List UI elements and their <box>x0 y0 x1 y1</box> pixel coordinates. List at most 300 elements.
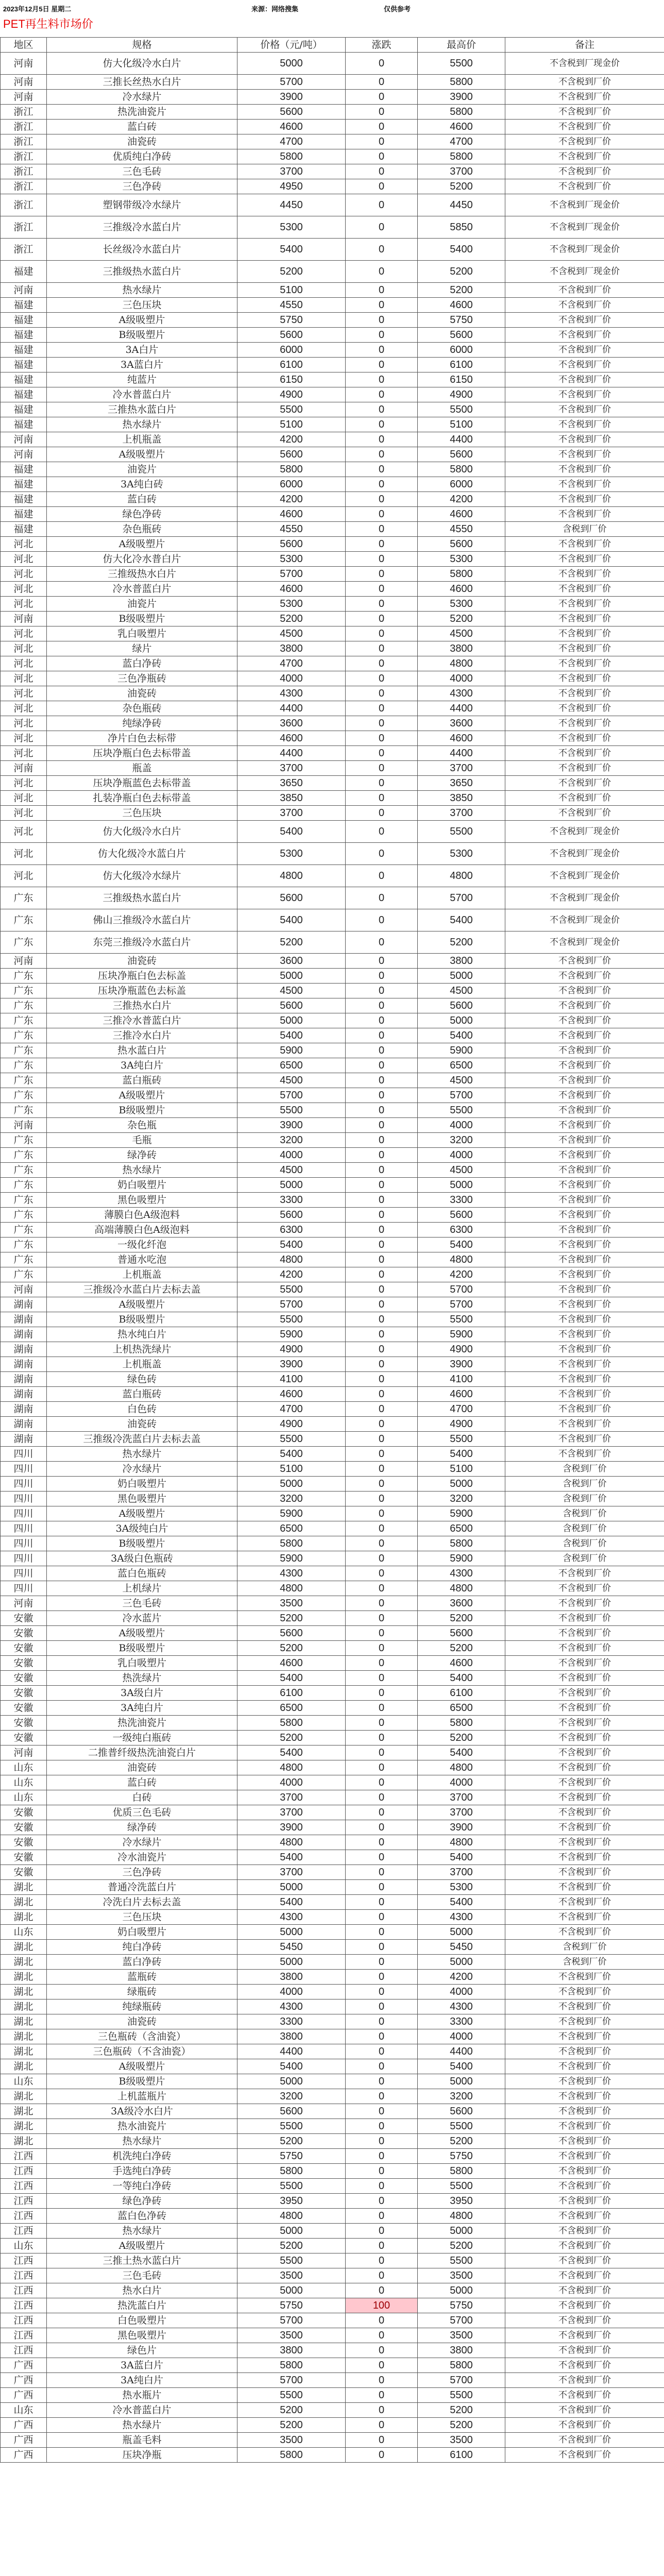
price-cell: 5600 <box>237 328 346 343</box>
table-row <box>1 1820 664 1835</box>
max-price-cell: 4800 <box>418 656 505 671</box>
region-cell: 浙江 <box>1 216 47 239</box>
max-price-cell: 4900 <box>418 387 505 402</box>
max-price-cell: 5800 <box>418 2164 505 2179</box>
max-price-cell: 4400 <box>418 432 505 447</box>
change-cell: 0 <box>346 1536 418 1551</box>
region-cell: 安徽 <box>1 1850 47 1865</box>
region-cell: 安徽 <box>1 1641 47 1656</box>
price-cell: 4950 <box>237 179 346 194</box>
price-cell: 5200 <box>237 2134 346 2149</box>
spec-cell: 蓝瓶砖 <box>47 1970 237 1985</box>
region-cell: 福建 <box>1 328 47 343</box>
change-cell: 0 <box>346 1760 418 1775</box>
note-cell: 不含税到厂价 <box>505 1402 664 1417</box>
region-cell: 广东 <box>1 1223 47 1238</box>
table-row <box>1 984 664 998</box>
note-cell: 不含税到厂价 <box>505 1282 664 1297</box>
region-cell: 河南 <box>1 954 47 969</box>
price-cell: 4000 <box>237 1775 346 1790</box>
note-cell: 不含税到厂价 <box>505 1566 664 1581</box>
price-cell: 4300 <box>237 1566 346 1581</box>
region-cell: 安徽 <box>1 1701 47 1716</box>
table-row <box>1 462 664 477</box>
max-price-cell: 5600 <box>418 1208 505 1223</box>
spec-cell: 热洗油瓷片 <box>47 105 237 120</box>
max-price-cell: 5300 <box>418 1880 505 1895</box>
max-price-cell: 3300 <box>418 1193 505 1208</box>
note-cell: 不含税到厂价 <box>505 1716 664 1731</box>
spec-cell: 3A纯白砖 <box>47 477 237 492</box>
note-cell: 不含税到厂价 <box>505 372 664 387</box>
spec-cell: 热水白片 <box>47 2283 237 2298</box>
price-cell: 5500 <box>237 2119 346 2134</box>
price-cell: 3500 <box>237 1596 346 1611</box>
max-price-cell: 4700 <box>418 1402 505 1417</box>
price-cell: 5500 <box>237 2388 346 2403</box>
price-cell: 5400 <box>237 1238 346 1252</box>
note-cell: 不含税到厂价 <box>505 1178 664 1193</box>
region-cell: 广西 <box>1 2388 47 2403</box>
note-cell: 不含税到厂价 <box>505 2358 664 2373</box>
max-price-cell: 5200 <box>418 1731 505 1745</box>
price-cell: 5800 <box>237 2164 346 2179</box>
table-row <box>1 1671 664 1686</box>
max-price-cell: 5800 <box>418 149 505 164</box>
max-price-cell: 5200 <box>418 2403 505 2418</box>
change-cell: 0 <box>346 2179 418 2194</box>
max-price-cell: 5000 <box>418 1178 505 1193</box>
spec-cell: 上机热洗绿片 <box>47 1342 237 1357</box>
change-cell: 0 <box>346 2224 418 2239</box>
spec-cell: 仿大化级冷水白片 <box>47 53 237 75</box>
spec-cell: 三色毛砖 <box>47 1596 237 1611</box>
table-row <box>1 1028 664 1043</box>
change-cell: 0 <box>346 1073 418 1088</box>
price-cell: 5400 <box>237 909 346 931</box>
note-cell: 不含税到厂价 <box>505 567 664 582</box>
price-cell: 4600 <box>237 1387 346 1402</box>
table-row <box>1 1611 664 1626</box>
region-cell: 河南 <box>1 90 47 105</box>
note-cell: 不含税到厂价 <box>505 1058 664 1073</box>
spec-cell: 三推土热水蓝白片 <box>47 2253 237 2268</box>
table-row <box>1 2179 664 2194</box>
note-cell: 不含税到厂价 <box>505 2224 664 2239</box>
change-cell: 0 <box>346 931 418 954</box>
change-cell: 0 <box>346 2149 418 2164</box>
region-cell: 福建 <box>1 313 47 328</box>
price-cell: 5000 <box>237 53 346 75</box>
table-row <box>1 1417 664 1432</box>
table-row <box>1 1506 664 1521</box>
region-cell: 河北 <box>1 582 47 597</box>
spec-cell: 油瓷砖 <box>47 134 237 149</box>
region-cell: 广东 <box>1 1208 47 1223</box>
note-cell: 不含税到厂价 <box>505 1208 664 1223</box>
price-cell: 5500 <box>237 1103 346 1118</box>
change-cell: 0 <box>346 2119 418 2134</box>
max-price-cell: 5400 <box>418 2059 505 2074</box>
change-cell: 0 <box>346 2239 418 2253</box>
price-cell: 4000 <box>237 1985 346 1999</box>
price-cell: 4800 <box>237 1252 346 1267</box>
spec-cell: 3A级纯白片 <box>47 1521 237 1536</box>
change-cell: 0 <box>346 261 418 283</box>
spec-cell: 瓶盖 <box>47 761 237 776</box>
spec-cell: 白砖 <box>47 1790 237 1805</box>
price-cell: 4900 <box>237 387 346 402</box>
price-cell: 6500 <box>237 1521 346 1536</box>
spec-cell: 热水绿片 <box>47 1447 237 1462</box>
table-row <box>1 1327 664 1342</box>
spec-cell: 高端薄膜白色A级泡料 <box>47 1223 237 1238</box>
change-cell: 0 <box>346 239 418 261</box>
note-cell: 不含税到厂价 <box>505 90 664 105</box>
region-cell: 湖南 <box>1 1297 47 1312</box>
region-cell: 河北 <box>1 791 47 806</box>
table-row <box>1 2328 664 2343</box>
table-row <box>1 402 664 417</box>
note-cell: 不含税到厂现金价 <box>505 909 664 931</box>
note-cell: 不含税到厂价 <box>505 1760 664 1775</box>
table-row <box>1 2104 664 2119</box>
max-price-cell: 5800 <box>418 75 505 90</box>
spec-cell: 三推冷水白片 <box>47 1028 237 1043</box>
note-cell: 不含税到厂价 <box>505 641 664 656</box>
change-cell: 0 <box>346 1880 418 1895</box>
region-cell: 四川 <box>1 1447 47 1462</box>
change-cell: 0 <box>346 313 418 328</box>
price-cell: 6500 <box>237 1058 346 1073</box>
note-cell: 含税到厂价 <box>505 522 664 537</box>
table-row <box>1 2059 664 2074</box>
change-cell: 0 <box>346 2059 418 2074</box>
table-row <box>1 1387 664 1402</box>
max-price-cell: 3950 <box>418 2194 505 2209</box>
max-price-cell: 5200 <box>418 2239 505 2253</box>
spec-cell: 绿瓶砖 <box>47 1985 237 1999</box>
note-cell: 不含税到厂价 <box>505 954 664 969</box>
change-cell: 0 <box>346 477 418 492</box>
max-price-cell: 3700 <box>418 761 505 776</box>
max-price-cell: 5300 <box>418 597 505 612</box>
max-price-cell: 5600 <box>418 2104 505 2119</box>
region-cell: 广西 <box>1 2448 47 2463</box>
note-cell: 不含税到厂价 <box>505 2044 664 2059</box>
region-cell: 河南 <box>1 761 47 776</box>
region-cell: 浙江 <box>1 120 47 134</box>
price-cell: 5400 <box>237 1671 346 1686</box>
price-cell: 5500 <box>237 402 346 417</box>
note-cell: 不含税到厂价 <box>505 1417 664 1432</box>
note-cell: 不含税到厂价 <box>505 1880 664 1895</box>
price-cell: 4550 <box>237 298 346 313</box>
note-cell: 不含税到厂价 <box>505 2029 664 2044</box>
table-row <box>1 1551 664 1566</box>
spec-cell: B级吸塑片 <box>47 1312 237 1327</box>
price-cell: 5900 <box>237 1327 346 1342</box>
table-row <box>1 567 664 582</box>
note-cell: 不含税到厂价 <box>505 417 664 432</box>
table-row <box>1 1686 664 1701</box>
change-cell: 0 <box>346 2014 418 2029</box>
spec-cell: 三推级冷洗蓝白片去标去盖 <box>47 1432 237 1447</box>
change-cell: 0 <box>346 1910 418 1925</box>
price-cell: 3850 <box>237 791 346 806</box>
price-cell: 3300 <box>237 1193 346 1208</box>
change-cell: 0 <box>346 1641 418 1656</box>
note-cell: 不含税到厂价 <box>505 432 664 447</box>
price-cell: 5100 <box>237 1462 346 1477</box>
spec-cell: 油瓷砖 <box>47 1417 237 1432</box>
region-cell: 广东 <box>1 1252 47 1267</box>
table-row <box>1 791 664 806</box>
note-cell: 含税到厂价 <box>505 1536 664 1551</box>
max-price-cell: 5700 <box>418 2373 505 2388</box>
change-cell: 0 <box>346 1193 418 1208</box>
price-cell: 5500 <box>237 1282 346 1297</box>
price-cell: 5300 <box>237 597 346 612</box>
table-row <box>1 2014 664 2029</box>
note-cell: 不含税到厂价 <box>505 298 664 313</box>
table-row <box>1 2448 664 2463</box>
change-cell: 0 <box>346 1148 418 1163</box>
change-cell: 0 <box>346 492 418 507</box>
note-cell: 不含税到厂价 <box>505 806 664 821</box>
region-cell: 河北 <box>1 716 47 731</box>
change-cell: 0 <box>346 791 418 806</box>
table-row <box>1 2074 664 2089</box>
max-price-cell: 3900 <box>418 1820 505 1835</box>
max-price-cell: 5750 <box>418 313 505 328</box>
table-row <box>1 313 664 328</box>
max-price-cell: 5900 <box>418 1551 505 1566</box>
max-price-cell: 5800 <box>418 462 505 477</box>
region-cell: 广东 <box>1 1178 47 1193</box>
region-cell: 安徽 <box>1 1835 47 1850</box>
spec-cell: 纯白净砖 <box>47 1940 237 1955</box>
max-price-cell: 6000 <box>418 343 505 358</box>
region-cell: 湖南 <box>1 1402 47 1417</box>
price-cell: 5000 <box>237 2283 346 2298</box>
spec-cell: A级吸塑片 <box>47 2059 237 2074</box>
max-price-cell: 5500 <box>418 2179 505 2194</box>
note-cell: 不含税到厂价 <box>505 492 664 507</box>
change-cell: 0 <box>346 1178 418 1193</box>
region-cell: 湖北 <box>1 1999 47 2014</box>
max-price-cell: 5200 <box>418 2134 505 2149</box>
max-price-cell: 4500 <box>418 626 505 641</box>
price-cell: 3200 <box>237 1133 346 1148</box>
change-cell: 0 <box>346 1790 418 1805</box>
table-row <box>1 239 664 261</box>
max-price-cell: 4000 <box>418 2029 505 2044</box>
note-cell: 不含税到厂价 <box>505 507 664 522</box>
max-price-cell: 3500 <box>418 2433 505 2448</box>
change-cell: 0 <box>346 2134 418 2149</box>
table-row <box>1 1641 664 1656</box>
spec-cell: 纯绿瓶砖 <box>47 1999 237 2014</box>
region-cell: 四川 <box>1 1492 47 1506</box>
max-price-cell: 4300 <box>418 686 505 701</box>
col-header-change: 涨跌 <box>346 38 418 53</box>
table-row <box>1 1805 664 1820</box>
max-price-cell: 5000 <box>418 1477 505 1492</box>
max-price-cell: 3650 <box>418 776 505 791</box>
spec-cell: 三推级冷水蓝白片 <box>47 216 237 239</box>
price-cell: 6000 <box>237 477 346 492</box>
note-cell: 不含税到厂价 <box>505 2253 664 2268</box>
region-cell: 河北 <box>1 731 47 746</box>
price-cell: 4700 <box>237 134 346 149</box>
region-cell: 江西 <box>1 2164 47 2179</box>
spec-cell: 三推热水白片 <box>47 998 237 1013</box>
change-cell: 0 <box>346 1955 418 1970</box>
change-cell: 0 <box>346 1208 418 1223</box>
region-cell: 河南 <box>1 1118 47 1133</box>
table-row <box>1 806 664 821</box>
change-cell: 0 <box>346 1805 418 1820</box>
region-cell: 安徽 <box>1 1820 47 1835</box>
region-cell: 广东 <box>1 1013 47 1028</box>
table-row <box>1 194 664 216</box>
note-cell: 含税到厂价 <box>505 1551 664 1566</box>
region-cell: 河北 <box>1 597 47 612</box>
max-price-cell: 5200 <box>418 1641 505 1656</box>
spec-cell: 瓶盖毛料 <box>47 2433 237 2448</box>
price-cell: 4100 <box>237 1372 346 1387</box>
max-price-cell: 4550 <box>418 522 505 537</box>
spec-cell: A级吸塑片 <box>47 1626 237 1641</box>
region-cell: 河南 <box>1 283 47 298</box>
region-cell: 广东 <box>1 1103 47 1118</box>
note-cell: 不含税到厂价 <box>505 1835 664 1850</box>
price-cell: 5200 <box>237 2403 346 2418</box>
price-cell: 3700 <box>237 1790 346 1805</box>
region-cell: 浙江 <box>1 179 47 194</box>
max-price-cell: 6150 <box>418 372 505 387</box>
spec-cell: 冷水绿片 <box>47 1462 237 1477</box>
change-cell: 0 <box>346 641 418 656</box>
region-cell: 江西 <box>1 2328 47 2343</box>
table-row <box>1 2358 664 2373</box>
max-price-cell: 5500 <box>418 2388 505 2403</box>
price-cell: 4400 <box>237 746 346 761</box>
spec-cell: 油瓷片 <box>47 462 237 477</box>
spec-cell: 油瓷砖 <box>47 2014 237 2029</box>
price-cell: 5200 <box>237 1611 346 1626</box>
spec-cell: 绿净砖 <box>47 1820 237 1835</box>
change-cell: 0 <box>346 298 418 313</box>
max-price-cell: 5100 <box>418 1462 505 1477</box>
region-cell: 四川 <box>1 1506 47 1521</box>
table-row <box>1 1790 664 1805</box>
max-price-cell: 5400 <box>418 1028 505 1043</box>
spec-cell: 乳白吸塑片 <box>47 626 237 641</box>
table-row <box>1 1013 664 1028</box>
max-price-cell: 3200 <box>418 1133 505 1148</box>
price-cell: 3600 <box>237 716 346 731</box>
change-cell: 0 <box>346 2373 418 2388</box>
change-cell: 0 <box>346 387 418 402</box>
region-cell: 安徽 <box>1 1686 47 1701</box>
col-header-region: 地区 <box>1 38 47 53</box>
spec-cell: 三色瓶砖（不含油瓷） <box>47 2044 237 2059</box>
region-cell: 浙江 <box>1 134 47 149</box>
max-price-cell: 5200 <box>418 2418 505 2433</box>
change-cell: 0 <box>346 2164 418 2179</box>
region-cell: 江西 <box>1 2253 47 2268</box>
price-cell: 3200 <box>237 2089 346 2104</box>
note-cell: 不含税到厂价 <box>505 731 664 746</box>
note-cell: 不含税到厂价 <box>505 2283 664 2298</box>
spec-cell: 冷水绿片 <box>47 1835 237 1850</box>
change-cell: 0 <box>346 2029 418 2044</box>
price-cell: 5000 <box>237 1955 346 1970</box>
region-cell: 福建 <box>1 358 47 372</box>
note-cell: 不含税到厂价 <box>505 656 664 671</box>
spec-cell: 热水纯白片 <box>47 1327 237 1342</box>
spec-cell: 绿色片 <box>47 2343 237 2358</box>
spec-cell: 蓝白砖 <box>47 120 237 134</box>
note-cell: 不含税到厂价 <box>505 1357 664 1372</box>
note-cell: 不含税到厂价 <box>505 1163 664 1178</box>
price-cell: 5500 <box>237 1432 346 1447</box>
spec-cell: 三推级热水白片 <box>47 567 237 582</box>
change-cell: 0 <box>346 1626 418 1641</box>
table-row <box>1 1581 664 1596</box>
note-cell: 不含税到厂价 <box>505 2014 664 2029</box>
note-cell: 不含税到厂价 <box>505 791 664 806</box>
change-cell: 0 <box>346 372 418 387</box>
table-row <box>1 2044 664 2059</box>
change-cell: 0 <box>346 1238 418 1252</box>
table-row <box>1 612 664 626</box>
table-row <box>1 477 664 492</box>
change-cell: 0 <box>346 1596 418 1611</box>
max-price-cell: 5600 <box>418 1626 505 1641</box>
region-cell: 河北 <box>1 626 47 641</box>
max-price-cell: 5200 <box>418 1611 505 1626</box>
max-price-cell: 5400 <box>418 1671 505 1686</box>
spec-cell: 3A纯白片 <box>47 1058 237 1073</box>
max-price-cell: 3300 <box>418 2014 505 2029</box>
max-price-cell: 5500 <box>418 2253 505 2268</box>
note-cell: 不含税到厂价 <box>505 1999 664 2014</box>
note-cell: 不含税到厂价 <box>505 998 664 1013</box>
price-cell: 5800 <box>237 2448 346 2463</box>
price-cell: 6300 <box>237 1223 346 1238</box>
region-cell: 河北 <box>1 821 47 843</box>
price-cell: 5600 <box>237 2104 346 2119</box>
spec-cell: 佛山三推级冷水蓝白片 <box>47 909 237 931</box>
table-row <box>1 343 664 358</box>
spec-cell: 压块净瓶白色去标盖 <box>47 969 237 984</box>
change-cell: 0 <box>346 1088 418 1103</box>
price-cell: 5200 <box>237 2418 346 2433</box>
spec-cell: 普通水吃泡 <box>47 1252 237 1267</box>
table-row <box>1 656 664 671</box>
price-cell: 5200 <box>237 1641 346 1656</box>
table-row <box>1 597 664 612</box>
note-cell: 不含税到厂价 <box>505 1327 664 1342</box>
note-cell: 不含税到厂价 <box>505 1088 664 1103</box>
table-row <box>1 120 664 134</box>
spec-cell: 3A蓝白片 <box>47 2358 237 2373</box>
price-cell: 5700 <box>237 1088 346 1103</box>
spec-cell: 仿大化冷水普白片 <box>47 552 237 567</box>
